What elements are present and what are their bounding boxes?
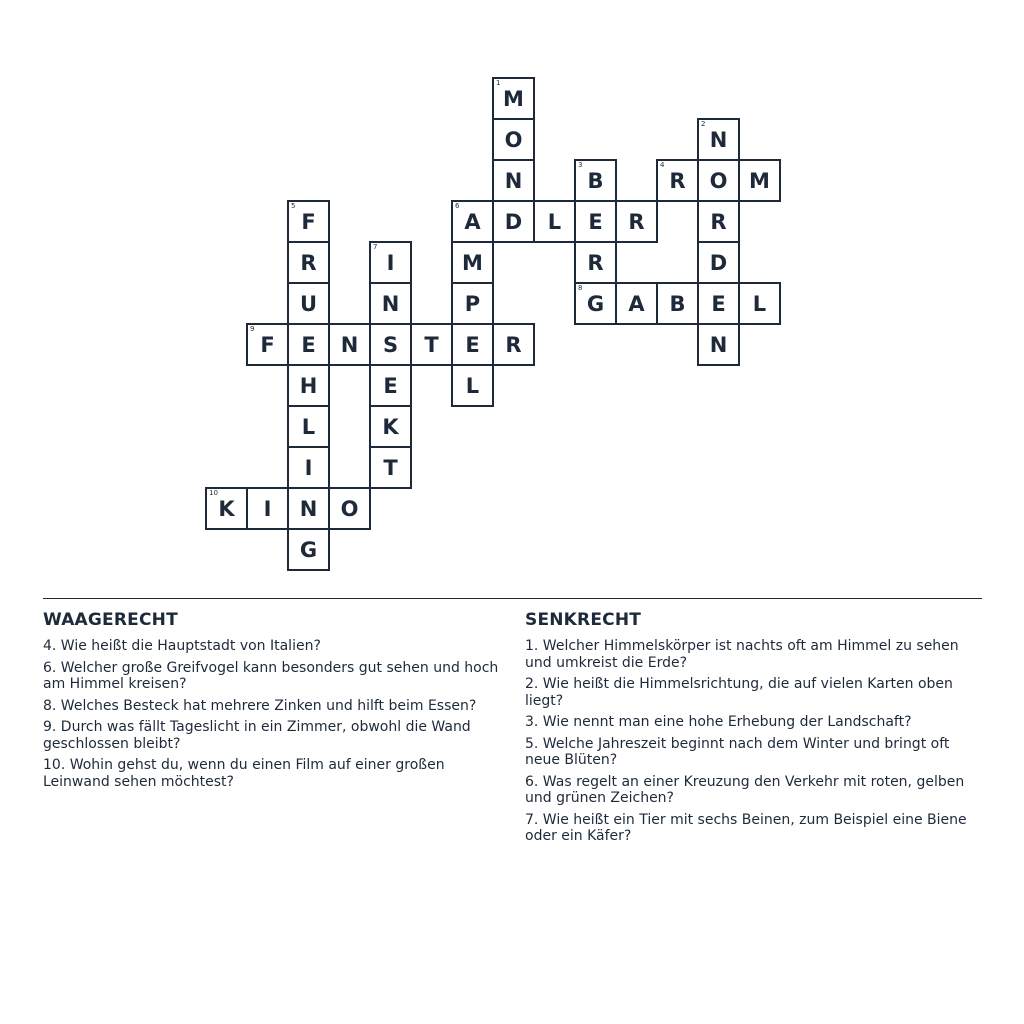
cell-letter: U — [299, 291, 318, 316]
clue-number: 7 — [373, 243, 378, 251]
cell-letter: E — [383, 373, 398, 398]
clue-down-2: 2. Wie heißt die Himmelsrichtung, die auf vielen Karten oben liegt? — [525, 676, 953, 709]
clue-number: 3 — [578, 161, 583, 169]
clue-number: 8 — [578, 284, 583, 292]
cell-letter: D — [709, 250, 728, 275]
cell-letter: L — [752, 291, 767, 316]
cell-letter: L — [465, 373, 480, 398]
cell-letter: B — [587, 168, 604, 193]
crossword-cell[interactable] — [287, 446, 330, 489]
crossword-cell[interactable] — [287, 528, 330, 571]
cell-letter: E — [711, 291, 726, 316]
crossword-cell[interactable] — [451, 282, 494, 325]
crossword-cell[interactable] — [287, 364, 330, 407]
across-clues-section — [43, 610, 505, 795]
crossword-cell[interactable] — [615, 282, 658, 325]
crossword-cell[interactable] — [697, 241, 740, 284]
crossword-cell[interactable] — [369, 364, 412, 407]
cell-letter: D — [504, 209, 523, 234]
cell-letter: N — [340, 332, 359, 357]
cell-letter: O — [504, 127, 523, 152]
crossword-cell[interactable] — [287, 200, 330, 243]
clue-across-9: 9. Durch was fällt Tageslicht in ein Zimmer, obwohl die Wand geschlossen bleibt? — [43, 719, 471, 752]
crossword-cell[interactable] — [492, 159, 535, 202]
crossword-cell[interactable] — [656, 282, 699, 325]
cell-letter: L — [301, 414, 316, 439]
cell-letter: K — [218, 496, 235, 521]
cell-letter: E — [465, 332, 480, 357]
down-clue-list — [525, 638, 980, 845]
cell-letter: I — [386, 250, 395, 275]
cell-letter: N — [381, 291, 400, 316]
clue-down-3: 3. Wie nennt man eine hohe Erhebung der Landschaft? — [525, 714, 912, 730]
clue-across-4: 4. Wie heißt die Hauptstadt von Italien? — [43, 638, 321, 654]
cell-letter: O — [709, 168, 728, 193]
cell-letter: R — [669, 168, 686, 193]
crossword-cell[interactable] — [492, 118, 535, 161]
divider — [43, 598, 982, 599]
cell-letter: G — [299, 537, 318, 562]
cell-letter: R — [587, 250, 604, 275]
cell-letter: A — [464, 209, 481, 234]
crossword-cell[interactable] — [738, 282, 781, 325]
cell-letter: N — [504, 168, 523, 193]
cell-letter: M — [749, 168, 770, 193]
cell-letter: R — [710, 209, 727, 234]
cell-letter: P — [464, 291, 481, 316]
cell-letter: E — [301, 332, 316, 357]
cell-letter: H — [299, 373, 318, 398]
clue-number: 6 — [455, 202, 460, 210]
crossword-cell[interactable] — [246, 487, 289, 530]
clue-across-8: 8. Welches Besteck hat mehrere Zinken und hilft beim Essen? — [43, 697, 477, 714]
clue-down-5: 5. Welche Jahreszeit beginnt nach dem Winter und bringt oft neue Blüten? — [525, 735, 950, 768]
crossword-cell[interactable] — [574, 200, 617, 243]
crossword-cell[interactable] — [697, 282, 740, 325]
across-clue-list — [43, 638, 505, 790]
cell-letter: E — [588, 209, 603, 234]
crossword-cell[interactable] — [697, 200, 740, 243]
down-clues-section — [525, 610, 980, 850]
clue-number: 2 — [701, 120, 706, 128]
cell-letter: N — [709, 127, 728, 152]
crossword-cell[interactable] — [246, 323, 289, 366]
crossword-cell[interactable] — [205, 487, 248, 530]
cell-letter: N — [299, 496, 318, 521]
crossword-cell[interactable] — [451, 323, 494, 366]
down-heading: SENKRECHT — [525, 610, 642, 630]
crossword-cell[interactable] — [369, 405, 412, 448]
clue-number: 10 — [209, 489, 218, 497]
clue-number: 5 — [291, 202, 296, 210]
crossword-cell[interactable] — [738, 159, 781, 202]
cell-letter: S — [382, 332, 399, 357]
crossword-cell[interactable] — [369, 446, 412, 489]
clue-number: 4 — [660, 161, 665, 169]
crossword-cell[interactable] — [287, 405, 330, 448]
cell-letter: I — [263, 496, 272, 521]
cell-letter: T — [424, 332, 439, 357]
cell-letter: B — [669, 291, 686, 316]
crossword-cell[interactable] — [287, 282, 330, 325]
across-heading: WAAGERECHT — [43, 610, 178, 630]
clue-number: 9 — [250, 325, 255, 333]
clue-across-10: 10. Wohin gehst du, wenn du einen Film auf einer großen Leinwand sehen möchtest? — [43, 757, 445, 790]
crossword-cell[interactable] — [287, 241, 330, 284]
cell-letter: M — [503, 86, 524, 111]
cell-letter: T — [383, 455, 398, 480]
crossword-cell[interactable] — [410, 323, 453, 366]
crossword-cell[interactable] — [369, 241, 412, 284]
crossword-cell[interactable] — [697, 159, 740, 202]
cell-letter: F — [260, 332, 275, 357]
cell-letter: R — [505, 332, 522, 357]
crossword-cell[interactable] — [328, 323, 371, 366]
crossword-cell[interactable] — [697, 323, 740, 366]
cell-letter: O — [340, 496, 359, 521]
clue-down-7: 7. Wie heißt ein Tier mit sechs Beinen, zum Beispiel eine Biene oder ein Käfer? — [525, 811, 967, 844]
crossword-cell[interactable] — [451, 364, 494, 407]
cell-letter: L — [547, 209, 562, 234]
cell-letter: R — [300, 250, 317, 275]
cell-letter: F — [301, 209, 316, 234]
cell-letter: G — [586, 291, 605, 316]
clue-across-6: 6. Welcher große Greifvogel kann besonders gut sehen und hoch am Himmel kreisen? — [43, 659, 499, 692]
crossword-cell[interactable] — [656, 159, 699, 202]
crossword-cell[interactable] — [328, 487, 371, 530]
cell-letter: M — [462, 250, 483, 275]
crossword-cell[interactable] — [574, 282, 617, 325]
crossword-cell[interactable] — [697, 118, 740, 161]
cell-letter: R — [628, 209, 645, 234]
crossword-cell[interactable] — [287, 487, 330, 530]
crossword-cell[interactable] — [287, 323, 330, 366]
clue-down-6: 6. Was regelt an einer Kreuzung den Verkehr mit roten, gelben und grünen Zeichen? — [525, 773, 965, 806]
crossword-cell[interactable] — [533, 200, 576, 243]
crossword-cell[interactable] — [369, 282, 412, 325]
crossword-cell[interactable] — [369, 323, 412, 366]
crossword-cell[interactable] — [574, 241, 617, 284]
crossword-cell[interactable] — [492, 323, 535, 366]
crossword-cell[interactable] — [451, 241, 494, 284]
crossword-cell[interactable] — [451, 200, 494, 243]
cell-letter: A — [628, 291, 645, 316]
cell-letter: I — [304, 455, 313, 480]
clue-number: 1 — [496, 79, 501, 87]
cell-letter: N — [709, 332, 728, 357]
cell-letter: K — [382, 414, 399, 439]
crossword-cell[interactable] — [615, 200, 658, 243]
crossword-cell[interactable] — [492, 77, 535, 120]
crossword-cell[interactable] — [574, 159, 617, 202]
clue-down-1: 1. Welcher Himmelskörper ist nachts oft am Himmel zu sehen und umkreist die Erde? — [525, 638, 959, 671]
crossword-cell[interactable] — [492, 200, 535, 243]
